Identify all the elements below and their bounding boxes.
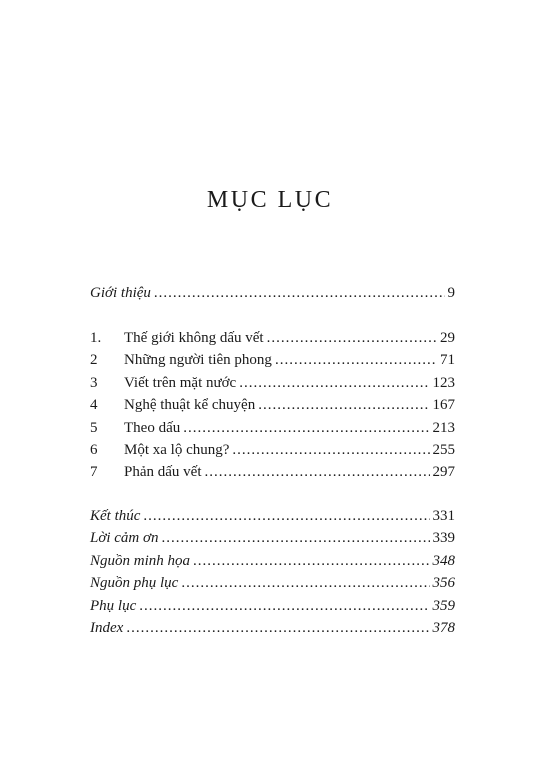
toc-entry[interactable] xyxy=(90,617,455,639)
toc-page-number: 9 xyxy=(447,285,455,301)
toc-page-number: 123 xyxy=(432,374,455,391)
toc-page-number: 331 xyxy=(432,508,455,524)
dot-leader xyxy=(258,394,429,416)
chapter-number: 2 xyxy=(90,352,98,369)
toc-entry-label: Nguồn phụ lục xyxy=(90,575,179,592)
toc-page-number: 213 xyxy=(432,419,455,436)
toc-entry-label: Viết trên mặt nước xyxy=(124,374,237,391)
chapter-number: 7 xyxy=(90,464,98,481)
dot-leader xyxy=(275,349,437,371)
toc-entry[interactable] xyxy=(90,394,455,416)
toc-back-matter-section xyxy=(90,505,455,639)
dot-leader xyxy=(162,527,430,549)
toc-entry[interactable] xyxy=(90,349,455,371)
toc-entry[interactable] xyxy=(90,282,455,304)
toc-entry[interactable] xyxy=(90,572,455,594)
toc-entry-label: Lời cảm ơn xyxy=(90,530,159,547)
toc-entry-label: Index xyxy=(90,619,124,636)
toc-entry[interactable] xyxy=(90,439,455,461)
toc-entry[interactable] xyxy=(90,327,455,349)
toc-page-number: 378 xyxy=(432,619,455,636)
toc-entry[interactable] xyxy=(90,372,455,394)
toc-page-number: 359 xyxy=(432,597,455,614)
toc-entry-label: Thế giới không dấu vết xyxy=(124,330,264,346)
toc-entry[interactable] xyxy=(90,550,455,572)
dot-leader xyxy=(154,282,445,304)
toc-entry-label: Nguồn minh họa xyxy=(90,552,191,569)
dot-leader xyxy=(143,505,429,527)
toc-entry-label: Một xa lộ chung? xyxy=(124,441,230,458)
dot-leader xyxy=(239,372,429,394)
chapter-number: 6 xyxy=(90,441,98,458)
toc-entry-label: Phụ lục xyxy=(90,597,137,614)
toc-intro-section xyxy=(90,282,455,304)
toc-entry[interactable] xyxy=(90,505,455,527)
chapter-number: 5 xyxy=(90,419,98,436)
dot-leader xyxy=(232,439,429,461)
toc-page-number: 297 xyxy=(432,464,455,481)
toc-page-number: 348 xyxy=(432,552,455,569)
toc-page-number: 71 xyxy=(440,352,455,369)
toc-entry-label: Giới thiệu xyxy=(90,285,151,301)
toc-entry[interactable] xyxy=(90,461,455,483)
dot-leader xyxy=(204,461,429,483)
dot-leader xyxy=(139,595,429,617)
toc-chapters-section xyxy=(90,327,455,484)
toc-page-number: 29 xyxy=(440,330,455,346)
dot-leader xyxy=(181,572,429,594)
toc-entry-label: Phản dấu vết xyxy=(124,464,202,481)
toc-page-number: 255 xyxy=(432,441,455,458)
toc-entry-label: Nghệ thuật kể chuyện xyxy=(124,397,256,414)
page-title: MỤC LỤC xyxy=(206,187,334,213)
toc-entry[interactable] xyxy=(90,417,455,439)
dot-leader xyxy=(193,550,429,572)
toc-entry-label: Theo dấu xyxy=(124,419,181,436)
chapter-number: 1. xyxy=(90,330,102,346)
toc-entry-label: Những người tiên phong xyxy=(124,352,272,369)
dot-leader xyxy=(183,417,429,439)
dot-leader xyxy=(126,617,429,639)
toc-entry[interactable] xyxy=(90,527,455,549)
toc-page-number: 356 xyxy=(432,575,455,592)
chapter-number: 4 xyxy=(90,397,98,414)
chapter-number: 3 xyxy=(90,374,98,391)
toc-page-number: 167 xyxy=(432,397,455,414)
toc-entry-label: Kết thúc xyxy=(90,508,141,524)
dot-leader xyxy=(267,327,437,349)
toc-entry[interactable] xyxy=(90,595,455,617)
toc-page-number: 339 xyxy=(432,530,455,547)
